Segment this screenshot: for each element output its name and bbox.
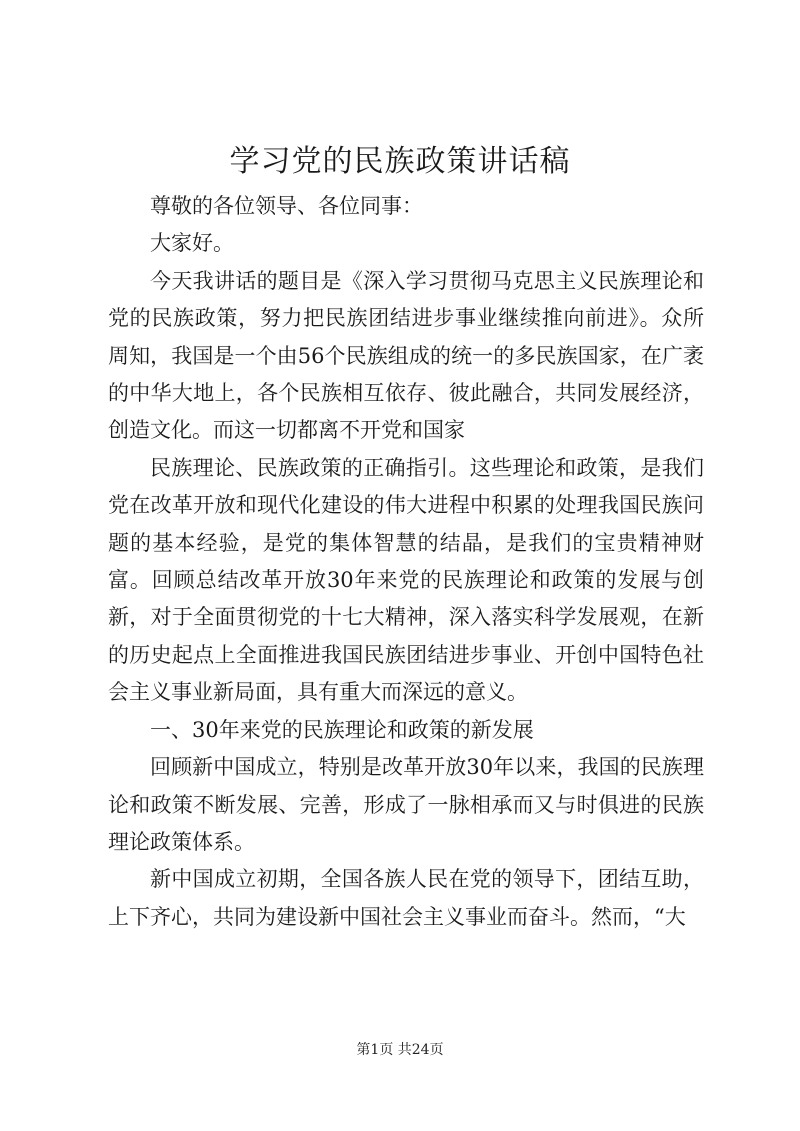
paragraph-guidance: 民族理论、民族政策的正确指引。这些理论和政策，是我们党在改革开放和现代化建设的伟大进程中积累的处理我国民族问题的基本经验，是党的集体智慧的结晶，是我们的宝贵精神财富。回顾总结改革开放30年来党的民族理论和政策的发展与创新，对于全面贯彻党的十七大精神，深入落实科学发展观，在新的历史起点上全面推进我国民族团结进步事业、开创中国特色社会主义事业新局面，具有重大而深远的意义。	[108, 455, 704, 705]
paragraph-topic: 今天我讲话的题目是《深入学习贯彻马克思主义民族理论和党的民族政策，努力把民族团结进步事业继续推向前进》。众所周知，我国是一个由56个民族组成的统一的多民族国家，在广袤的中华大地上，各个民族相互依存、彼此融合，共同发展经济，创造文化。而这一切都离不开党和国家	[108, 268, 704, 443]
paragraph-early-period: 新中国成立初期，全国各族人民在党的领导下，团结互助，上下齐心，共同为建设新中国社会主义事业而奋斗。然而，“大	[108, 867, 704, 929]
paragraph-salutation: 尊敬的各位领导、各位同事：	[150, 194, 423, 218]
document-body	[108, 188, 704, 936]
section-heading: 一、30年来党的民族理论和政策的新发展	[150, 717, 534, 742]
paragraph-review: 回顾新中国成立，特别是改革开放30年以来，我国的民族理论和政策不断发展、完善，形成了一脉相承而又与时俱进的民族理论政策体系。	[108, 755, 704, 854]
page-number-footer: 第1页 共24页	[356, 1042, 444, 1058]
paragraph-greeting: 大家好。	[150, 231, 234, 256]
document-title: 学习党的民族政策讲话稿	[229, 144, 571, 179]
